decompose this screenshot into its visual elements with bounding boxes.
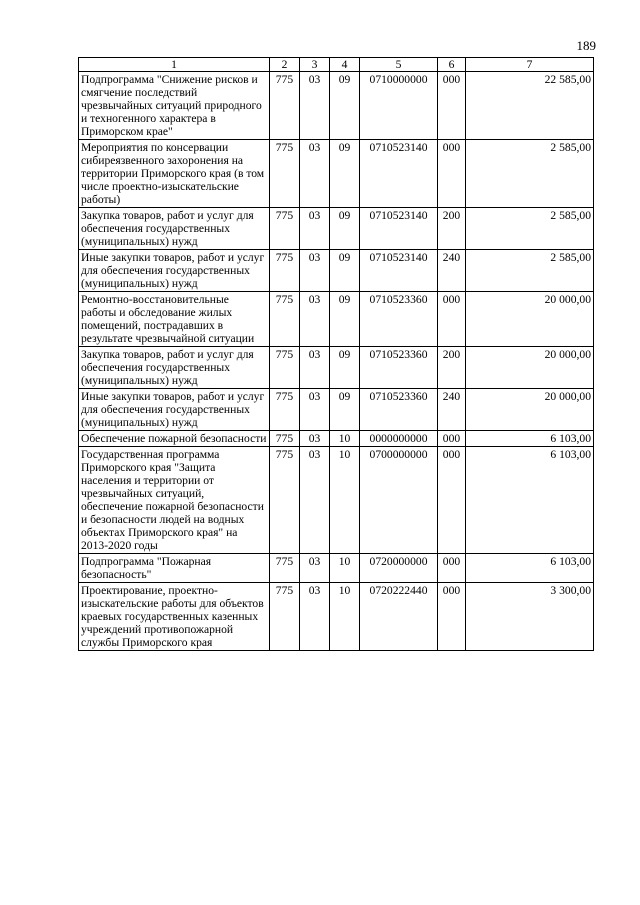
column-header: 3 bbox=[300, 58, 330, 72]
row-vr: 000 bbox=[438, 554, 466, 583]
row-grbs: 775 bbox=[270, 347, 300, 389]
row-rz: 03 bbox=[300, 389, 330, 431]
row-name: Проектирование, проектно-изыскательские работы для объектов краевых государственных казенных учреждений противопожарной службы Приморского края bbox=[79, 583, 270, 651]
row-sum: 2 585,00 bbox=[466, 250, 594, 292]
row-grbs: 775 bbox=[270, 554, 300, 583]
row-name: Иные закупки товаров, работ и услуг для обеспечения государственных (муниципальных) нужд bbox=[79, 250, 270, 292]
row-vr: 000 bbox=[438, 72, 466, 140]
row-pr: 09 bbox=[330, 140, 360, 208]
row-vr: 240 bbox=[438, 250, 466, 292]
row-vr: 240 bbox=[438, 389, 466, 431]
row-csr: 0710523360 bbox=[360, 347, 438, 389]
row-csr: 0710523360 bbox=[360, 292, 438, 347]
table-header-row bbox=[79, 58, 594, 72]
row-vr: 000 bbox=[438, 292, 466, 347]
table-row bbox=[79, 431, 594, 447]
row-grbs: 775 bbox=[270, 250, 300, 292]
row-name: Мероприятия по консервации сибиреязвенного захоронения на территории Приморского края (в том числе проектно-изыскательские работы) bbox=[79, 140, 270, 208]
column-header: 6 bbox=[438, 58, 466, 72]
row-rz: 03 bbox=[300, 583, 330, 651]
row-pr: 10 bbox=[330, 554, 360, 583]
row-pr: 09 bbox=[330, 347, 360, 389]
row-grbs: 775 bbox=[270, 389, 300, 431]
row-rz: 03 bbox=[300, 292, 330, 347]
row-vr: 200 bbox=[438, 347, 466, 389]
table-row bbox=[79, 389, 594, 431]
row-pr: 10 bbox=[330, 583, 360, 651]
row-rz: 03 bbox=[300, 554, 330, 583]
row-sum: 20 000,00 bbox=[466, 389, 594, 431]
row-name: Закупка товаров, работ и услуг для обеспечения государственных (муниципальных) нужд bbox=[79, 347, 270, 389]
row-sum: 2 585,00 bbox=[466, 140, 594, 208]
row-vr: 000 bbox=[438, 583, 466, 651]
row-pr: 09 bbox=[330, 208, 360, 250]
table-row bbox=[79, 140, 594, 208]
row-name: Государственная программа Приморского края "Защита населения и территории от чрезвычайных ситуаций, обеспечение пожарной безопасности и безопасности людей на водных объектах Приморского края" на 2013-2020 годы bbox=[79, 447, 270, 554]
row-grbs: 775 bbox=[270, 431, 300, 447]
table-row bbox=[79, 554, 594, 583]
row-csr: 0710523360 bbox=[360, 389, 438, 431]
row-grbs: 775 bbox=[270, 140, 300, 208]
table-row bbox=[79, 292, 594, 347]
row-rz: 03 bbox=[300, 431, 330, 447]
table-row bbox=[79, 583, 594, 651]
row-csr: 0720000000 bbox=[360, 554, 438, 583]
row-rz: 03 bbox=[300, 250, 330, 292]
row-csr: 0710523140 bbox=[360, 208, 438, 250]
row-vr: 000 bbox=[438, 140, 466, 208]
row-rz: 03 bbox=[300, 72, 330, 140]
row-vr: 000 bbox=[438, 447, 466, 554]
row-name: Ремонтно-восстановительные работы и обследование жилых помещений, пострадавших в результате чрезвычайной ситуации bbox=[79, 292, 270, 347]
row-rz: 03 bbox=[300, 347, 330, 389]
row-pr: 09 bbox=[330, 389, 360, 431]
row-name: Иные закупки товаров, работ и услуг для обеспечения государственных (муниципальных) нужд bbox=[79, 389, 270, 431]
row-name: Подпрограмма "Пожарная безопасность" bbox=[79, 554, 270, 583]
row-grbs: 775 bbox=[270, 72, 300, 140]
row-grbs: 775 bbox=[270, 447, 300, 554]
row-csr: 0720222440 bbox=[360, 583, 438, 651]
row-csr: 0000000000 bbox=[360, 431, 438, 447]
table-row bbox=[79, 72, 594, 140]
column-header: 2 bbox=[270, 58, 300, 72]
column-header: 7 bbox=[466, 58, 594, 72]
row-pr: 09 bbox=[330, 292, 360, 347]
row-grbs: 775 bbox=[270, 208, 300, 250]
row-grbs: 775 bbox=[270, 583, 300, 651]
row-pr: 09 bbox=[330, 72, 360, 140]
row-csr: 0710523140 bbox=[360, 140, 438, 208]
table-row bbox=[79, 250, 594, 292]
row-sum: 2 585,00 bbox=[466, 208, 594, 250]
row-csr: 0700000000 bbox=[360, 447, 438, 554]
row-sum: 6 103,00 bbox=[466, 447, 594, 554]
column-header: 5 bbox=[360, 58, 438, 72]
row-pr: 10 bbox=[330, 447, 360, 554]
row-name: Закупка товаров, работ и услуг для обеспечения государственных (муниципальных) нужд bbox=[79, 208, 270, 250]
row-rz: 03 bbox=[300, 140, 330, 208]
row-vr: 000 bbox=[438, 431, 466, 447]
column-header: 1 bbox=[79, 58, 270, 72]
budget-table bbox=[78, 57, 594, 651]
table-row bbox=[79, 208, 594, 250]
row-sum: 6 103,00 bbox=[466, 554, 594, 583]
row-grbs: 775 bbox=[270, 292, 300, 347]
row-csr: 0710523140 bbox=[360, 250, 438, 292]
row-sum: 3 300,00 bbox=[466, 583, 594, 651]
page-number: 189 bbox=[576, 38, 596, 53]
row-vr: 200 bbox=[438, 208, 466, 250]
row-rz: 03 bbox=[300, 208, 330, 250]
row-rz: 03 bbox=[300, 447, 330, 554]
table-row bbox=[79, 347, 594, 389]
row-name: Обеспечение пожарной безопасности bbox=[79, 431, 270, 447]
row-pr: 09 bbox=[330, 250, 360, 292]
table-row bbox=[79, 447, 594, 554]
row-pr: 10 bbox=[330, 431, 360, 447]
row-sum: 22 585,00 bbox=[466, 72, 594, 140]
row-sum: 6 103,00 bbox=[466, 431, 594, 447]
row-csr: 0710000000 bbox=[360, 72, 438, 140]
row-sum: 20 000,00 bbox=[466, 292, 594, 347]
row-sum: 20 000,00 bbox=[466, 347, 594, 389]
column-header: 4 bbox=[330, 58, 360, 72]
row-name: Подпрограмма "Снижение рисков и смягчение последствий чрезвычайных ситуаций природного и техногенного характера в Приморском крае" bbox=[79, 72, 270, 140]
